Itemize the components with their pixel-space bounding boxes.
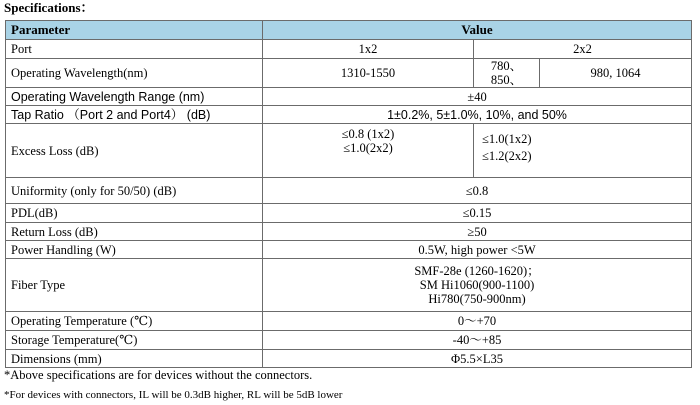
header-value: Value <box>263 21 692 40</box>
wavelength-980-1064: 980, 1064 <box>540 59 692 88</box>
table-row <box>6 259 692 312</box>
fiber-smf28e: SMF-28e (1260-1620)； <box>414 264 540 278</box>
wavelength-780-850: 780、850、 <box>474 59 540 88</box>
row-label-fiber-type: Fiber Type <box>6 259 263 312</box>
footnote-connectors: *Above specifications are for devices without the connectors. <box>4 368 313 382</box>
excess-loss-2x2: ≤1.0(2x2) <box>343 141 393 155</box>
row-label-uniformity: Uniformity (only for 50/50) (dB) <box>6 178 263 204</box>
table-row <box>6 331 692 350</box>
wavelength-1x2: 1310-1550 <box>263 59 474 88</box>
table-row <box>6 59 692 88</box>
row-label-excess-loss: Excess Loss (dB) <box>6 124 263 178</box>
excess-loss-1x2: ≤0.8 (1x2) <box>341 127 395 141</box>
section-title: Specifications： <box>4 0 94 15</box>
wavelength-range-value: ±40 <box>263 88 692 106</box>
specifications-table <box>5 20 692 368</box>
row-label-power-handling: Power Handling (W) <box>6 241 263 259</box>
excess-loss-2x2-alt: ≤1.2(2x2) <box>482 149 532 163</box>
table-row <box>6 88 692 106</box>
storage-temp-value: -40～+85 <box>263 331 692 350</box>
header-parameter: Parameter <box>6 21 263 40</box>
tap-ratio-value: 1±0.2%, 5±1.0%, 10%, and 50% <box>263 106 692 124</box>
port-2x2: 2x2 <box>474 40 692 59</box>
table-row <box>6 178 692 204</box>
table-row <box>6 124 692 178</box>
table-row <box>6 223 692 241</box>
row-label-wavelength: Operating Wavelength(nm) <box>6 59 263 88</box>
row-label-operating-temp: Operating Temperature (℃) <box>6 312 263 331</box>
table-row <box>6 204 692 223</box>
return-loss-value: ≥50 <box>263 223 692 241</box>
table-row <box>6 312 692 331</box>
dimensions-value: Φ5.5×L35 <box>263 350 692 368</box>
row-label-wavelength-range: Operating Wavelength Range (nm) <box>6 88 263 106</box>
uniformity-value: ≤0.8 <box>263 178 692 204</box>
fiber-hi1060: SM Hi1060(900-1100) <box>419 278 535 292</box>
row-label-tap-ratio: Tap Ratio （Port 2 and Port4） (dB) <box>6 106 263 124</box>
pdl-value: ≤0.15 <box>263 204 692 223</box>
excess-loss-1x2-alt: ≤1.0(1x2) <box>482 132 532 146</box>
row-label-storage-temp: Storage Temperature(℃) <box>6 331 263 350</box>
port-1x2: 1x2 <box>263 40 474 59</box>
power-handling-value: 0.5W, high power <5W <box>263 241 692 259</box>
fiber-type-value <box>263 259 692 312</box>
excess-loss-right <box>474 124 692 178</box>
table-row <box>6 106 692 124</box>
fiber-hi780: Hi780(750-900nm) <box>428 292 526 306</box>
row-label-dimensions: Dimensions (mm) <box>6 350 263 368</box>
operating-temp-value: 0～+70 <box>263 312 692 331</box>
table-row <box>6 241 692 259</box>
row-label-return-loss: Return Loss (dB) <box>6 223 263 241</box>
table-row <box>6 350 692 368</box>
excess-loss-left <box>263 124 474 178</box>
footnote-il-rl: *For devices with connectors, IL will be 0.3dB higher, RL will be 5dB lower <box>4 389 343 401</box>
row-label-pdl: PDL(dB) <box>6 204 263 223</box>
table-row <box>6 40 692 59</box>
table-header-row <box>6 21 692 40</box>
row-label-port: Port <box>6 40 263 59</box>
